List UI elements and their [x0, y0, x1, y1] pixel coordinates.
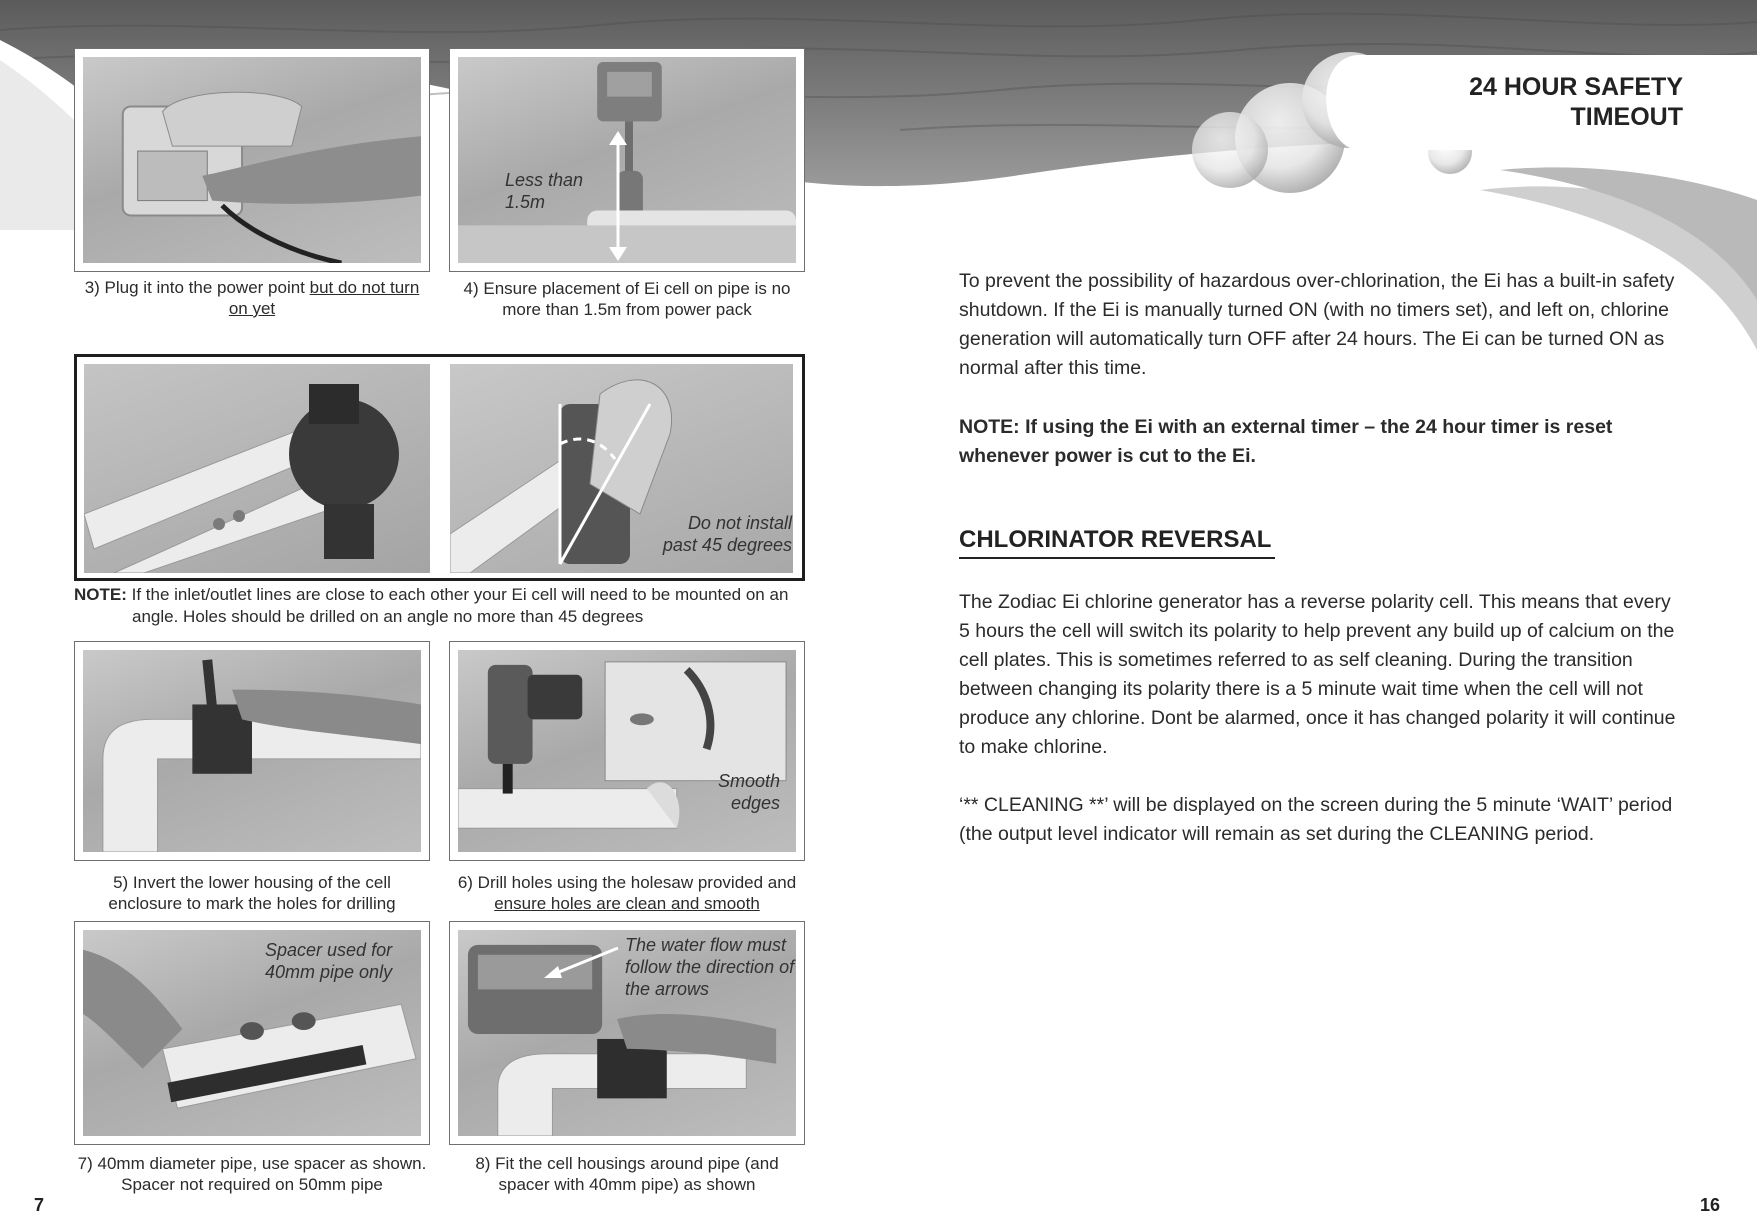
- page-title-line2: TIMEOUT: [1570, 103, 1683, 131]
- step-3-caption: [74, 277, 430, 319]
- mark-holes-image: [83, 650, 421, 852]
- smooth-edges-overlay: Smooth edges: [717, 771, 780, 813]
- note-text: If the inlet/outlet lines are close to each other your Ei cell will need to be mounted on an angle. Holes should be drilled on an angle no more than 45 degrees: [126, 585, 789, 626]
- right-page-number: 16: [1700, 1195, 1721, 1215]
- flow-arrow-icon: [540, 942, 620, 982]
- section-heading-text: CHLORINATOR REVERSAL: [959, 525, 1275, 559]
- external-timer-note: NOTE: If using the Ei with an external timer – the 24 hour timer is reset whenever power is cut to the Ei.: [959, 416, 1613, 467]
- step-8-caption: [449, 1153, 805, 1195]
- page-title: [1380, 72, 1683, 132]
- page-title-line1: 24 HOUR SAFETY: [1469, 73, 1683, 101]
- step-5-caption-text: 5) Invert the lower housing of the cell enclosure to mark the holes for drilling: [108, 873, 396, 913]
- angle-note-frame: [74, 354, 805, 581]
- valve-photo: [84, 364, 430, 573]
- step-6-caption-text: 6) Drill holes using the holesaw provided and: [457, 873, 797, 892]
- step-6-photo: [449, 641, 805, 861]
- step-5-caption: [74, 872, 430, 914]
- left-page-number: 7: [34, 1195, 45, 1215]
- spacer-used-overlay: Spacer used for 40mm pipe only: [265, 940, 393, 982]
- safety-timeout-paragraph: To prevent the possibility of hazardous over-chlorination, the Ei has a built-in safety shutdown. If the Ei is manually turned ON (with no timers set), and left on, chlorine generation will automatically turn OFF after 24 hours. The Ei can be turned ON as normal after this time.: [959, 270, 1675, 379]
- step-6-caption-underline: ensure holes are clean and smooth: [494, 894, 760, 913]
- step-8-photo: [449, 921, 805, 1145]
- angle-note: [74, 584, 814, 628]
- step-3-caption-text: 3) Plug it into the power point: [84, 278, 310, 297]
- step-3-caption-underline: but do not turn on yet: [228, 278, 420, 318]
- step-8-caption-text: 8) Fit the cell housings around pipe (and spacer with 40mm pipe) as shown: [475, 1154, 779, 1194]
- step-4-photo: [449, 48, 805, 272]
- step-7-caption-text: 7) 40mm diameter pipe, use spacer as shown. Spacer not required on 50mm pipe: [77, 1154, 427, 1194]
- water-flow-overlay: The water flow must follow the direction of the arrows: [625, 935, 795, 999]
- step-7-caption: [74, 1153, 430, 1195]
- height-arrow-icon: [606, 131, 630, 261]
- less-than-overlay: Less than 1.5m: [505, 170, 584, 212]
- cleaning-paragraph: ‘** CLEANING **’ will be displayed on the screen during the 5 minute ‘WAIT’ period (the output level indicator will remain as set during the CLEANING period.: [959, 794, 1673, 845]
- power-point-image: [83, 57, 421, 263]
- step-6-caption: [449, 872, 805, 914]
- note-label: NOTE:: [74, 585, 127, 604]
- step-4-caption: [449, 278, 805, 320]
- chlorinator-reversal-heading: [959, 525, 1275, 559]
- step-7-photo: [74, 921, 430, 1145]
- step-3-photo: [74, 48, 430, 272]
- step-5-photo: [74, 641, 430, 861]
- step-4-caption-text: 4) Ensure placement of Ei cell on pipe is no more than 1.5m from power pack: [463, 279, 791, 319]
- do-not-install-overlay: Do not install past 45 degrees: [662, 513, 792, 555]
- drill-holes-image: [458, 650, 796, 852]
- reversal-paragraph: The Zodiac Ei chlorine generator has a reverse polarity cell. This means that every 5 hours the cell will switch its polarity to help prevent any build up of calcium on the cell plates. This is sometimes referred to as self cleaning. During the transition between changing its polarity there is a 5 minute wait time when the cell will not produce any chlorine. Dont be alarmed, once it has changed polarity it will continue to make chlorine.: [959, 591, 1676, 758]
